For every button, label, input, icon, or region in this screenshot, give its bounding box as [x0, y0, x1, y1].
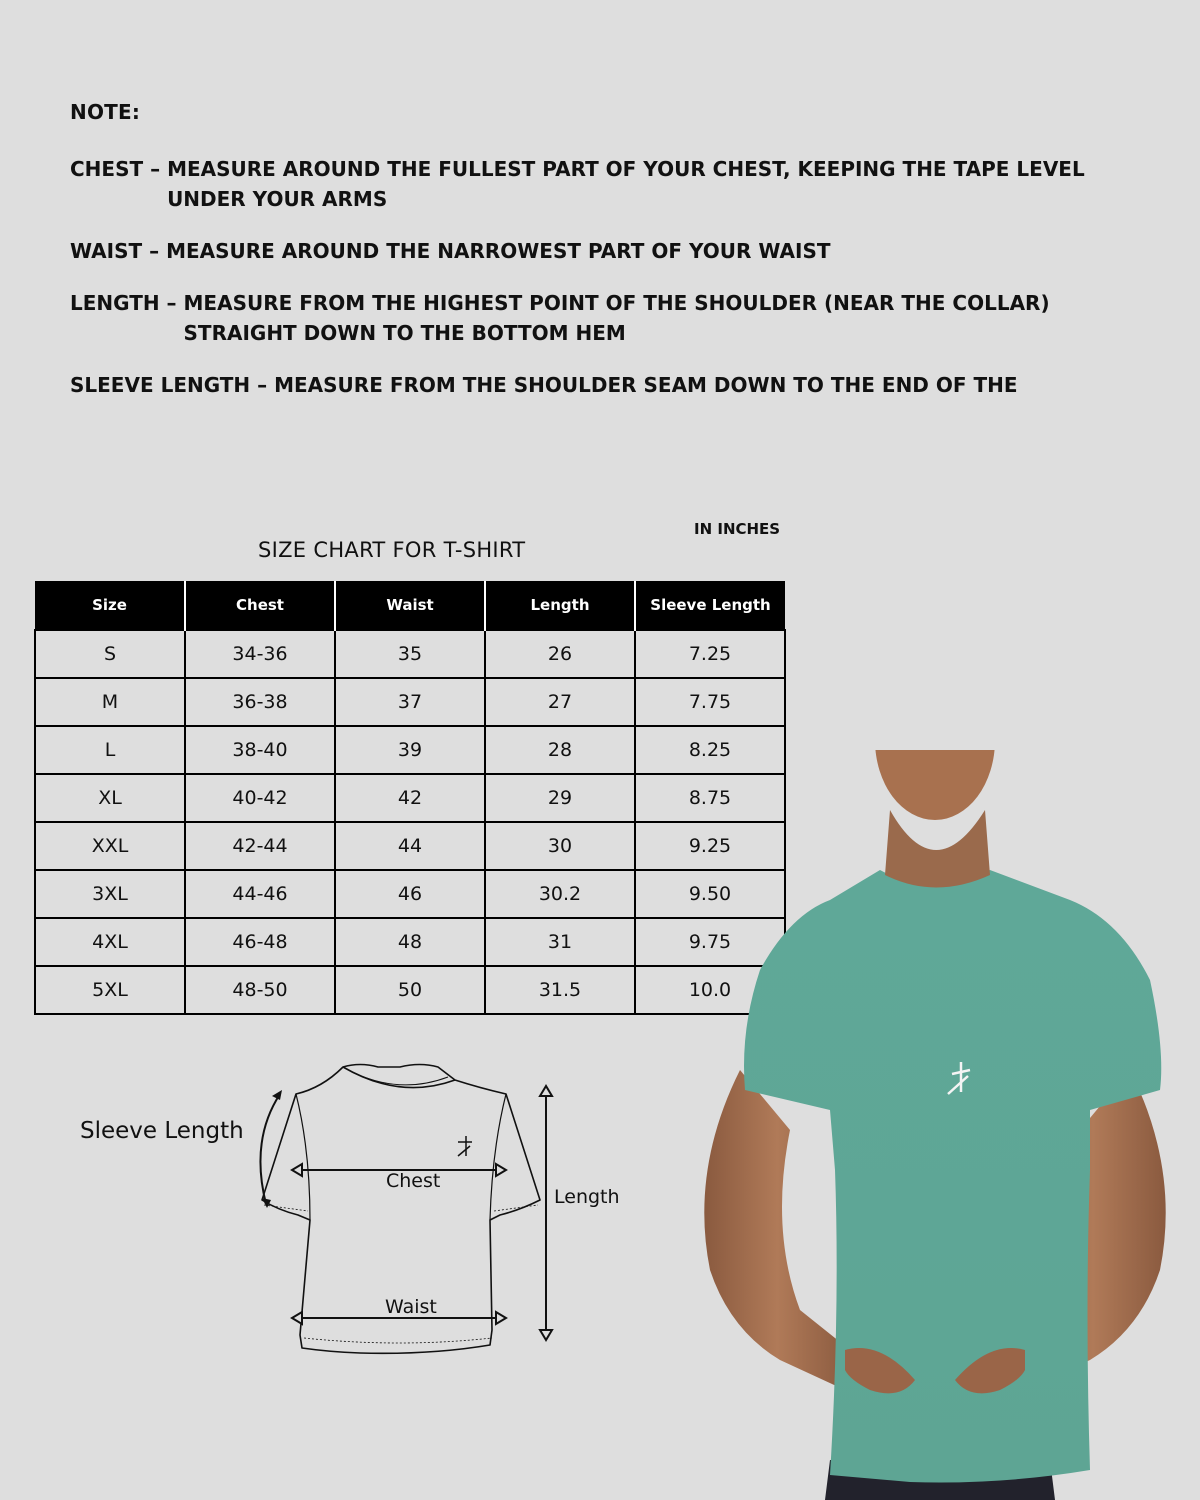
cell-chest: 44-46 — [185, 870, 335, 918]
cell-size: 4XL — [35, 918, 185, 966]
cell-sleeve-length: 9.50 — [635, 870, 785, 918]
cell-size: L — [35, 726, 185, 774]
cell-waist: 44 — [335, 822, 485, 870]
length-label: Length — [554, 1186, 620, 1208]
cell-length: 31 — [485, 918, 635, 966]
cell-sleeve-length: 8.25 — [635, 726, 785, 774]
note-term: LENGTH — [70, 291, 160, 315]
column-header-waist: Waist — [335, 581, 485, 630]
measurement-notes — [70, 100, 1180, 422]
cell-waist: 35 — [335, 630, 485, 678]
note-separator: – — [159, 291, 184, 315]
cell-waist: 48 — [335, 918, 485, 966]
cell-length: 30 — [485, 822, 635, 870]
cell-chest: 48-50 — [185, 966, 335, 1014]
model-photo — [670, 750, 1200, 1500]
cell-sleeve-length: 7.25 — [635, 630, 785, 678]
sleeve-length-label: Sleeve Length — [80, 1118, 244, 1144]
cell-length: 31.5 — [485, 966, 635, 1014]
note-term: WAIST — [70, 239, 143, 263]
cell-sleeve-length: 7.75 — [635, 678, 785, 726]
note-sleeve-length — [70, 370, 1180, 400]
tshirt-outline-icon — [60, 1050, 660, 1380]
waist-label: Waist — [385, 1296, 437, 1318]
cell-chest: 38-40 — [185, 726, 335, 774]
note-description: MEASURE FROM THE SHOULDER SEAM DOWN TO THE END OF THE — [274, 373, 1018, 397]
cell-waist: 50 — [335, 966, 485, 1014]
cell-length: 26 — [485, 630, 635, 678]
cell-length: 29 — [485, 774, 635, 822]
cell-chest: 40-42 — [185, 774, 335, 822]
cell-sleeve-length: 8.75 — [635, 774, 785, 822]
cell-waist: 37 — [335, 678, 485, 726]
note-separator: – — [142, 239, 167, 263]
column-header-sleeve-length: Sleeve Length — [635, 581, 785, 630]
cell-sleeve-length: 10.0 — [635, 966, 785, 1014]
table-row — [35, 678, 785, 726]
cell-chest: 42-44 — [185, 822, 335, 870]
notes-title: NOTE: — [70, 100, 141, 124]
cell-chest: 34-36 — [185, 630, 335, 678]
cell-sleeve-length: 9.75 — [635, 918, 785, 966]
brand-logo-icon — [458, 1136, 472, 1156]
tshirt-measurement-diagram — [60, 1050, 660, 1380]
column-header-length: Length — [485, 581, 635, 630]
cell-length: 27 — [485, 678, 635, 726]
cell-chest: 36-38 — [185, 678, 335, 726]
cell-size: XXL — [35, 822, 185, 870]
note-separator: – — [143, 157, 168, 181]
note-separator: – — [250, 373, 275, 397]
cell-size: 5XL — [35, 966, 185, 1014]
chest-label: Chest — [386, 1170, 441, 1192]
note-description: MEASURE FROM THE HIGHEST POINT OF THE SHOULDER (NEAR THE COLLAR) STRAIGHT DOWN TO THE BOTTOM HEM — [183, 291, 1050, 345]
cell-waist: 46 — [335, 870, 485, 918]
cell-chest: 46-48 — [185, 918, 335, 966]
cell-size: M — [35, 678, 185, 726]
cell-waist: 42 — [335, 774, 485, 822]
cell-length: 28 — [485, 726, 635, 774]
cell-length: 30.2 — [485, 870, 635, 918]
note-description: MEASURE AROUND THE NARROWEST PART OF YOUR WAIST — [166, 239, 831, 263]
table-row — [35, 630, 785, 678]
column-header-chest: Chest — [185, 581, 335, 630]
note-waist — [70, 236, 1180, 266]
cell-size: S — [35, 630, 185, 678]
cell-sleeve-length: 9.25 — [635, 822, 785, 870]
note-length — [70, 288, 1180, 348]
note-term: CHEST — [70, 157, 144, 181]
cell-size: XL — [35, 774, 185, 822]
note-term: SLEEVE LENGTH — [70, 373, 251, 397]
cell-waist: 39 — [335, 726, 485, 774]
note-chest — [70, 154, 1180, 214]
cell-size: 3XL — [35, 870, 185, 918]
size-chart-title: SIZE CHART FOR T-SHIRT — [258, 538, 526, 562]
column-header-size: Size — [35, 581, 185, 630]
note-description: MEASURE AROUND THE FULLEST PART OF YOUR CHEST, KEEPING THE TAPE LEVEL UNDER YOUR ARMS — [167, 157, 1085, 211]
table-header-row — [35, 581, 785, 630]
model-wearing-tshirt-image — [670, 750, 1200, 1500]
units-label: IN INCHES — [694, 520, 781, 538]
